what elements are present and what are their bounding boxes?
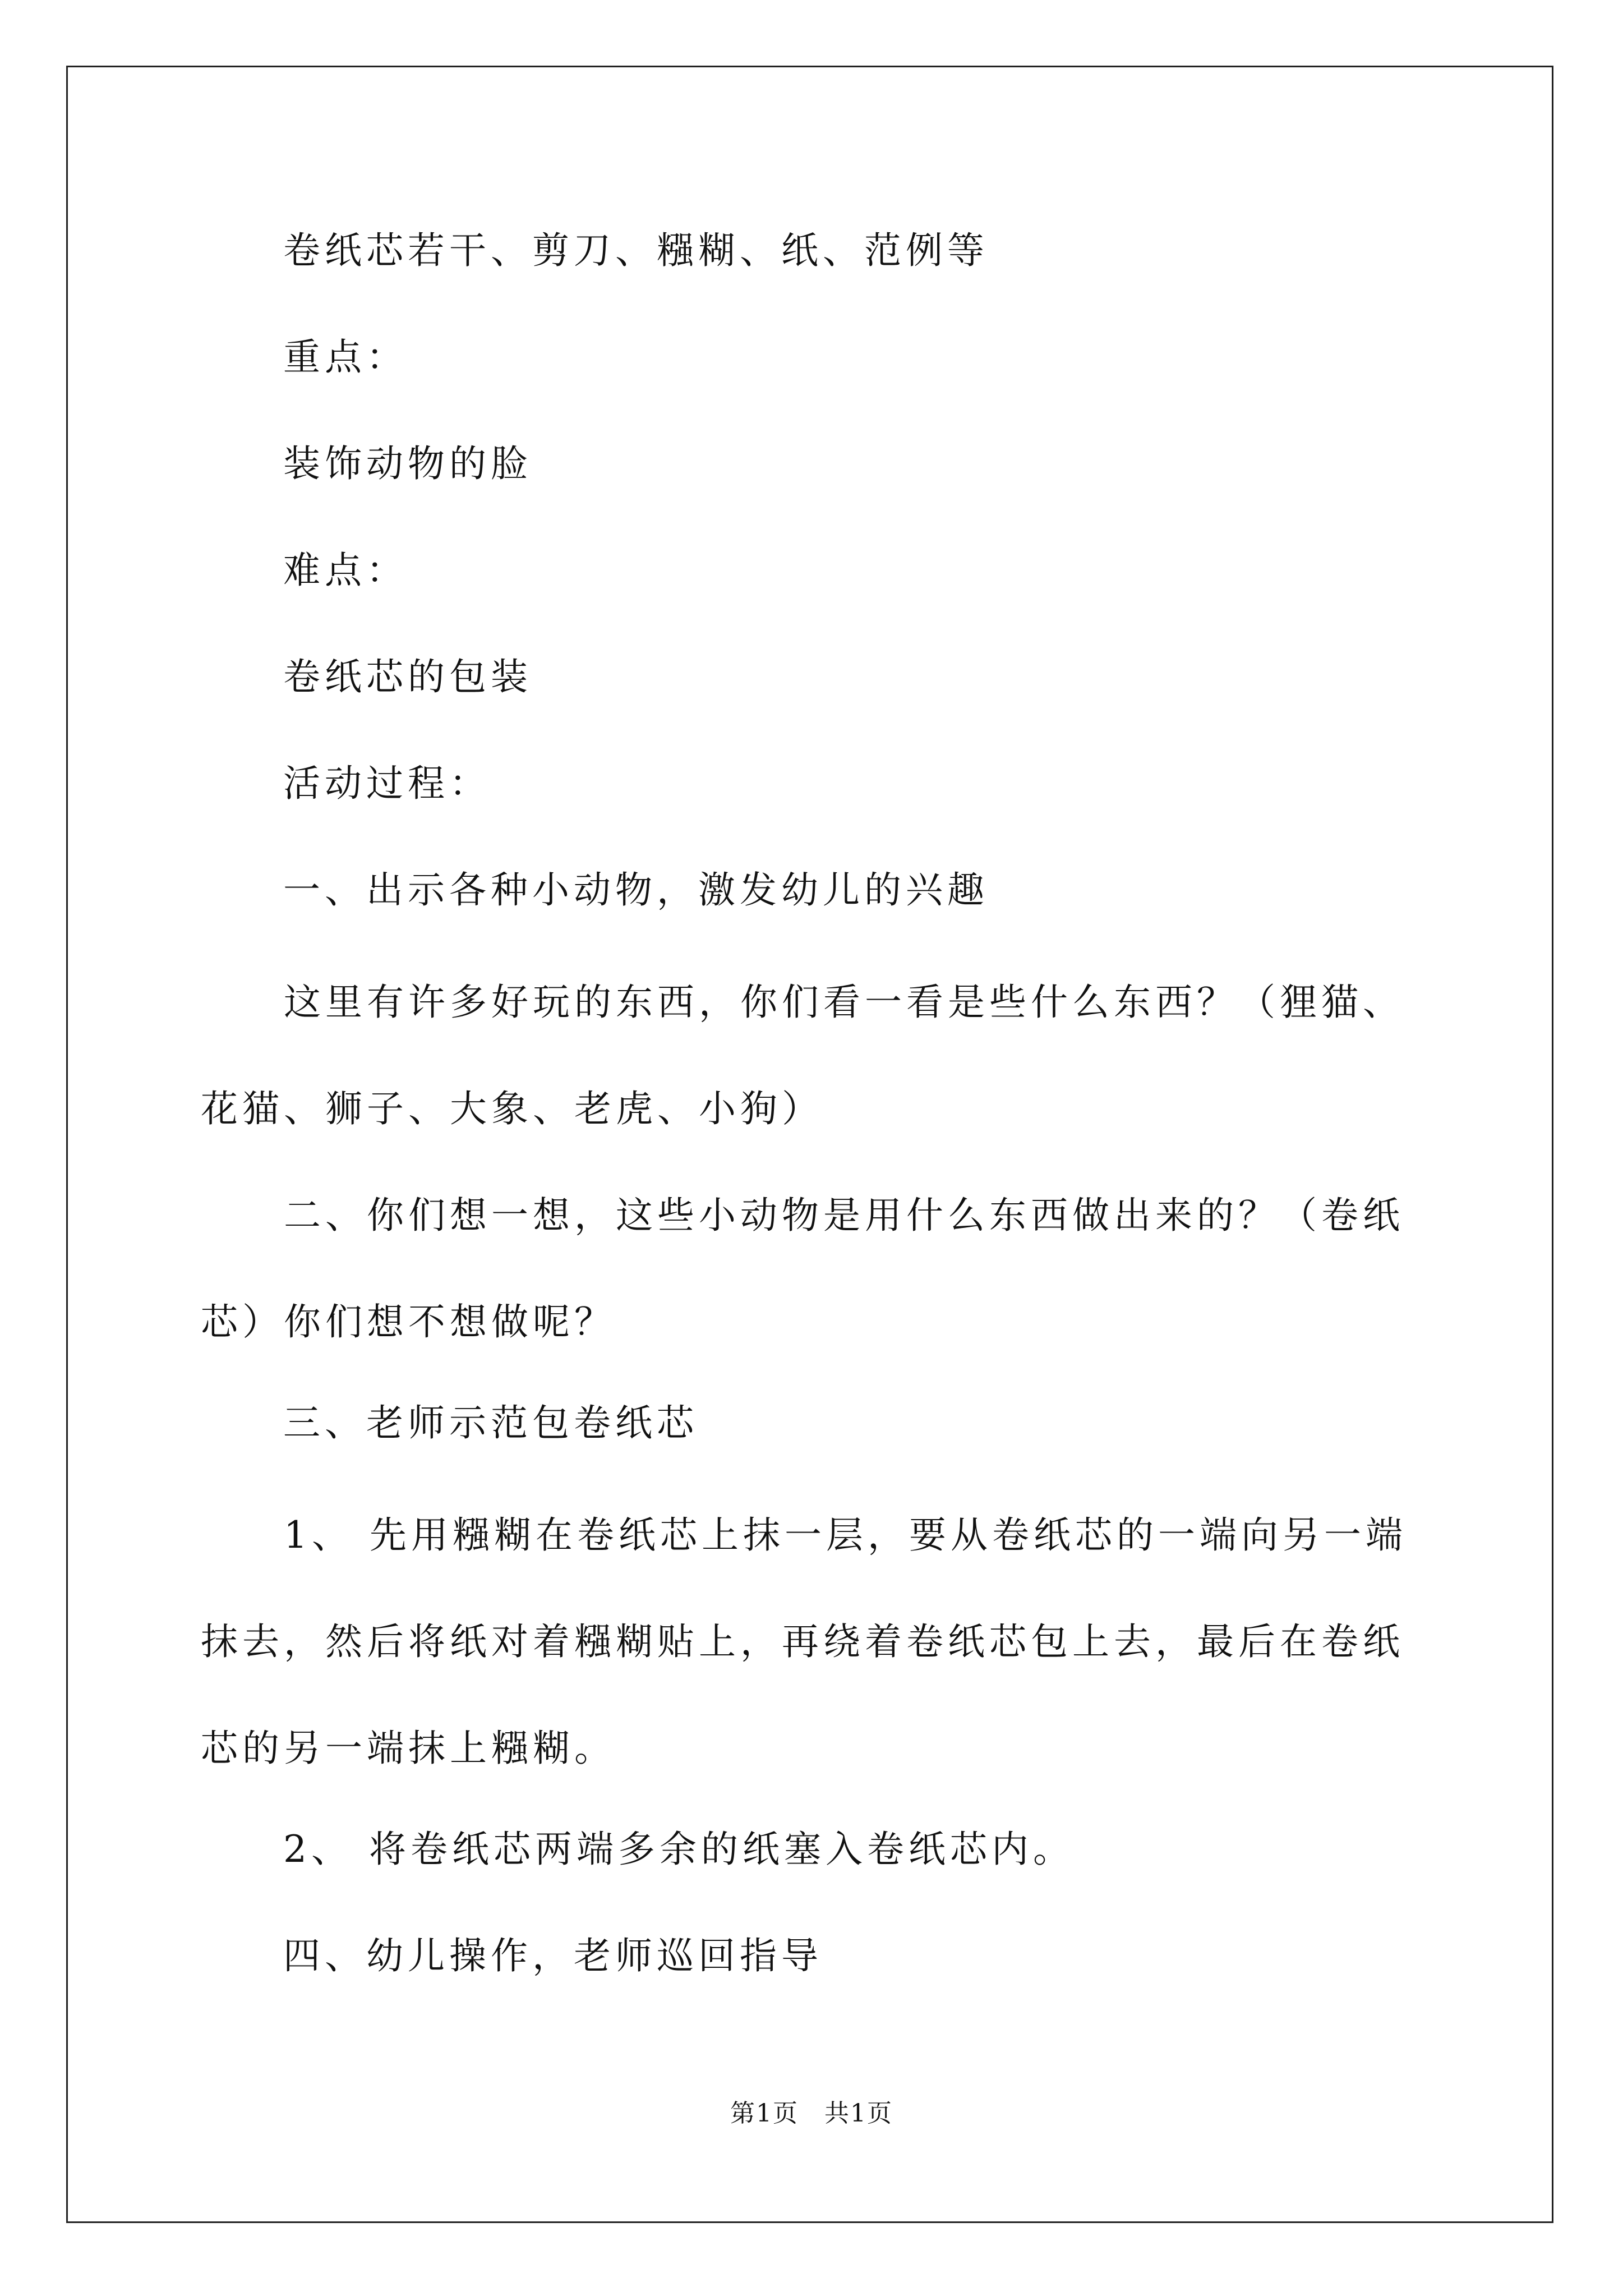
step-three-heading: 三、老师示范包卷纸芯 xyxy=(283,1401,698,1444)
process-heading: 活动过程： xyxy=(283,762,491,805)
difficulty-text: 卷纸芯的包装 xyxy=(283,655,532,698)
step-two-text: 二、你们想一想，这些小动物是用什么东西做出来的？（卷纸芯）你们想不想做呢？ xyxy=(201,1194,1404,1343)
step-three-item-two: 2、 将卷纸芯两端多余的纸塞入卷纸芯内。 xyxy=(283,1828,1075,1871)
key-point-text: 装饰动物的脸 xyxy=(283,442,532,485)
step-one-text: 这里有许多好玩的东西，你们看一看是些什么东西？（狸猫、花猫、狮子、大象、老虎、小狗） xyxy=(201,981,1404,1130)
difficulty-heading: 难点： xyxy=(283,549,408,592)
step-three-item-one: 1、 先用糨糊在卷纸芯上抹一层，要从卷纸芯的一端向另一端抹去，然后将纸对着糨糊贴上，再绕着卷纸芯包上去，最后在卷纸芯的另一端抹上糨糊。 xyxy=(201,1513,1407,1770)
step-four-heading: 四、幼儿操作，老师巡回指导 xyxy=(283,1934,823,1977)
step-one-heading: 一、出示各种小动物，激发幼儿的兴趣 xyxy=(283,868,989,912)
key-point-heading: 重点： xyxy=(283,335,408,379)
page-footer: 第1页 共1页 xyxy=(730,2099,893,2128)
materials-paragraph: 卷纸芯若干、剪刀、糨糊、纸、范例等 xyxy=(283,229,989,272)
